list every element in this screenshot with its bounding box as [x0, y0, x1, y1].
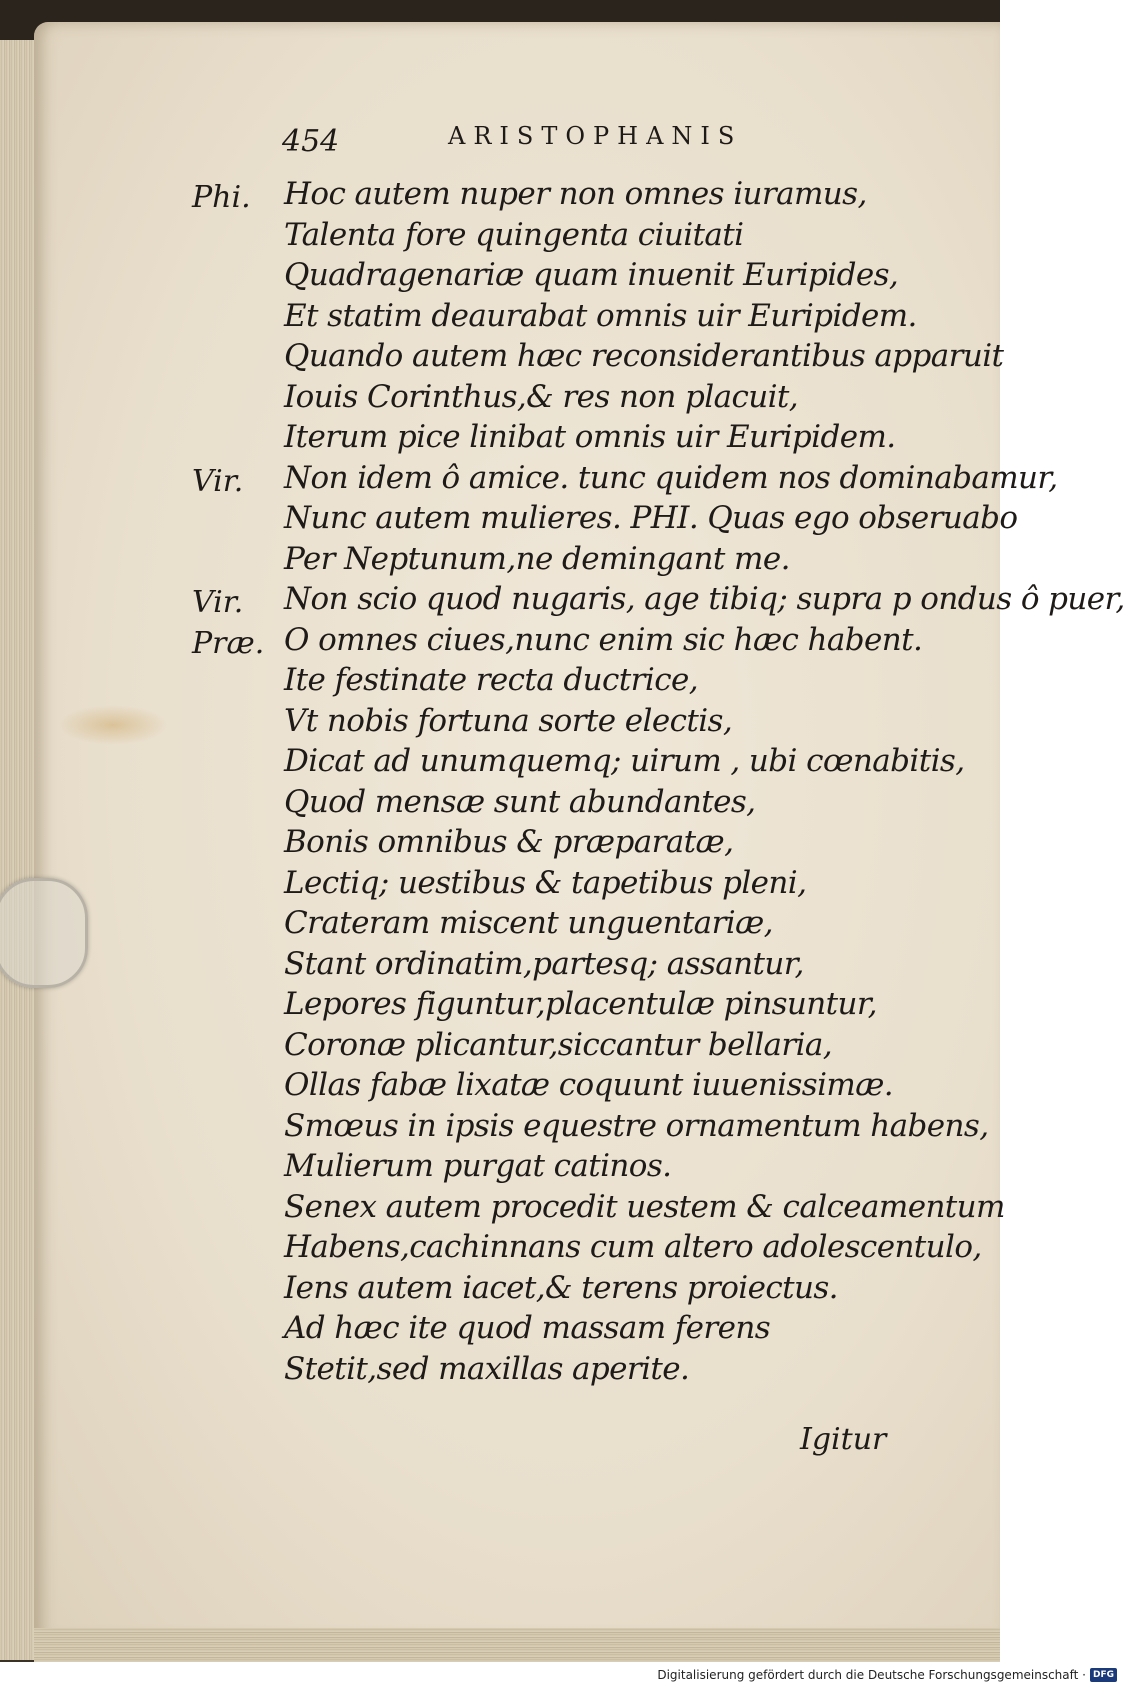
verse-line: Lectiq; uestibus & tapetibus pleni,: [284, 864, 807, 901]
verse-line: Stetit,sed maxillas aperite.: [284, 1350, 690, 1387]
verse-text-block: [284, 174, 1125, 1389]
verse-line: Smœus in ipsis equestre ornamentum habens,: [284, 1107, 989, 1144]
verse-line: Ollas fabæ lixatæ coquunt iuuenissimæ.: [284, 1067, 893, 1103]
verse-line: Per Neptunum,ne demingant me.: [284, 540, 790, 577]
verse-line: Non scio quod nugaris, age tibiq; supra p ondus ô puer,: [284, 581, 1125, 617]
verse-line: O omnes ciues,nunc enim sic hæc habent.: [284, 621, 923, 658]
verse-line: Ite festinate recta ductrice,: [284, 662, 698, 698]
verse-line: Coronæ plicantur,siccantur bellaria,: [284, 1026, 833, 1063]
verse-line: Ad hæc ite quod massam ferens: [284, 1310, 771, 1346]
paper-stain: [58, 705, 168, 745]
speaker-label: Præ.: [192, 625, 265, 661]
verse-line: Iens autem iacet,& terens proiectus.: [284, 1269, 838, 1306]
book-bottom-edges: [34, 1628, 1000, 1662]
credit-text: Digitalisierung gefördert durch die Deutsche Forschungsgemeinschaft ·: [657, 1668, 1086, 1682]
verse-line: Senex autem procedit uestem & calceamentum: [284, 1188, 1005, 1225]
verse-line: Crateram miscent unguentariæ,: [284, 905, 773, 941]
verse-line: Quando autem hæc reconsiderantibus apparuit: [284, 338, 1004, 374]
digitization-credit: [657, 1668, 1117, 1682]
catchword: Igitur: [800, 1422, 887, 1457]
dfg-logo: DFG: [1090, 1668, 1117, 1682]
verse-line: Lepores figuntur,placentulæ pinsuntur,: [284, 986, 877, 1022]
running-title: ARISTOPHANIS: [448, 122, 743, 150]
verse-line: Stant ordinatim,partesq; assantur,: [284, 945, 804, 982]
verse-line: Nunc autem mulieres. PHI. Quas ego obseruabo: [284, 500, 1018, 536]
verse-line: Talenta fore quingenta ciuitati: [284, 216, 744, 253]
verse-line: Bonis omnibus & præparatæ,: [284, 824, 734, 860]
speaker-label: Vir.: [192, 463, 244, 499]
verse-line: Iterum pice linibat omnis uir Euripidem.: [284, 419, 896, 455]
speaker-label: Vir.: [192, 585, 244, 620]
verse-line: Quadragenariæ quam inuenit Euripides,: [284, 257, 899, 293]
verse-line: Hoc autem nuper non omnes iuramus,: [284, 176, 867, 212]
verse-line: Iouis Corinthus,& res non placuit,: [284, 378, 799, 415]
verse-line: Non idem ô amice. tunc quidem nos dominabamur,: [284, 459, 1058, 496]
verse-line: Dicat ad unumquemq; uirum , ubi cœnabitis,: [284, 743, 965, 779]
speaker-label: Phi.: [192, 180, 251, 215]
verse-line: Et statim deaurabat omnis uir Euripidem.: [284, 297, 917, 334]
verse-line: Quod mensæ sunt abundantes,: [284, 783, 756, 820]
page-clip: [0, 878, 88, 988]
page-number: 454: [282, 124, 340, 159]
verse-line: Vt nobis fortuna sorte electis,: [284, 702, 733, 739]
verse-line: Mulierum purgat catinos.: [284, 1148, 672, 1184]
verse-line: Habens,cachinnans cum altero adolescentulo,: [284, 1229, 982, 1265]
